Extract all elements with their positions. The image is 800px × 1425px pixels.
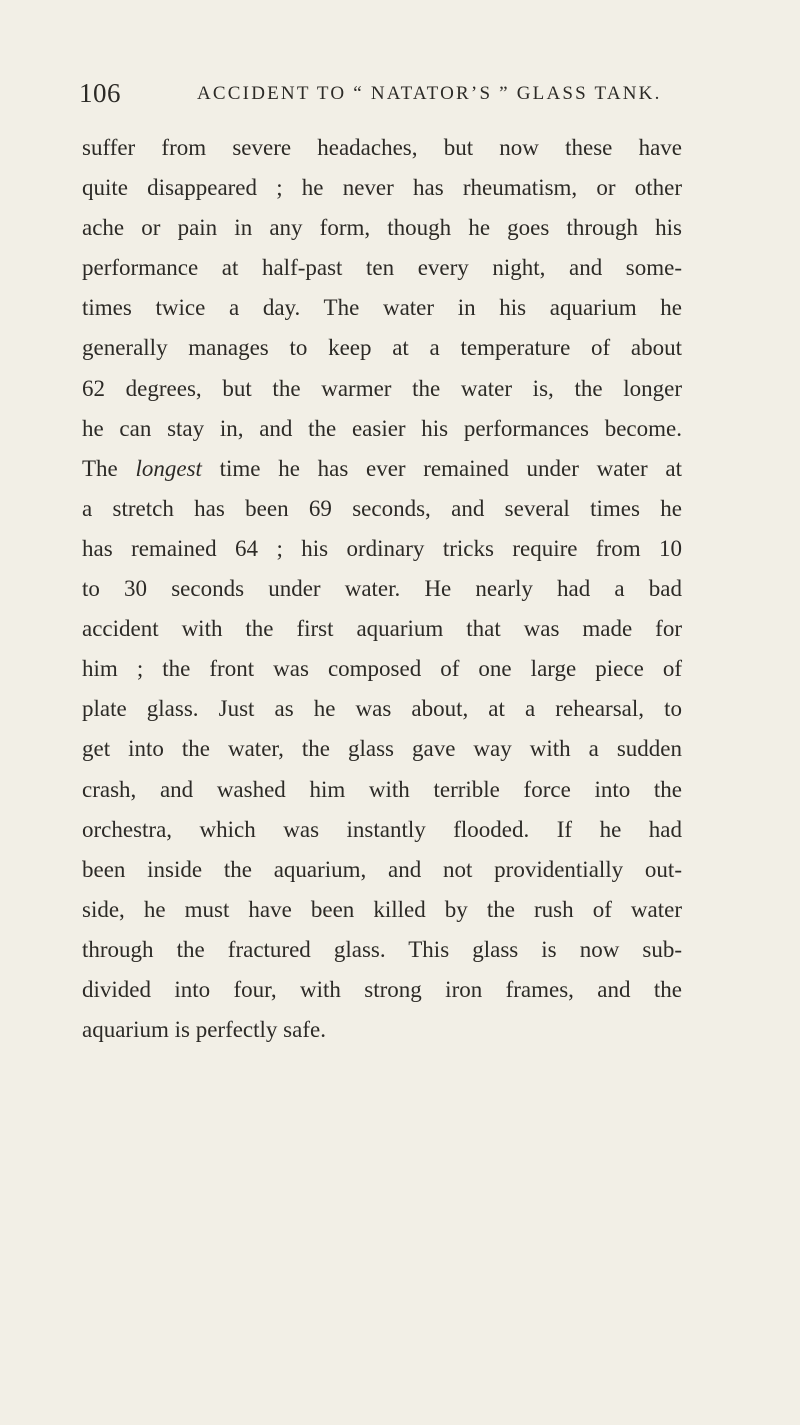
text-line-15: plate glass. Just as he was about, at a rehearsal, to: [82, 696, 682, 722]
text-line-21: through the fractured glass. This glass is now sub-: [82, 936, 682, 962]
text-line-8: he can stay in, and the easier his performances become.: [82, 415, 682, 441]
text-line-16: get into the water, the glass gave way with a sudden: [82, 736, 682, 762]
text-line-6: generally manages to keep at a temperature of about: [82, 335, 682, 361]
text-line-20: side, he must have been killed by the rush of water: [82, 896, 682, 922]
text-line-13: accident with the first aquarium that was made for: [82, 616, 682, 642]
text-line-9: [82, 449, 682, 489]
text-line-17: crash, and washed him with terrible force into the: [82, 776, 682, 802]
text-line-9-start: The: [82, 455, 136, 481]
text-line-19: been inside the aquarium, and not providentially out-: [82, 856, 682, 882]
italic-word: longest: [135, 455, 202, 481]
text-line-12: to 30 seconds under water. He nearly had a bad: [82, 576, 682, 602]
text-line-9-end: time he has ever remained under water at: [201, 455, 682, 481]
text-line-7: 62 degrees, but the warmer the water is, the longer: [82, 375, 682, 401]
text-line-22: divided into four, with strong iron frames, and the: [82, 976, 682, 1002]
text-line-18: orchestra, which was instantly flooded. If he had: [82, 816, 682, 842]
text-line-4: performance at half-past ten every night, and some-: [82, 255, 682, 281]
text-line-23: aquarium is perfectly safe.: [82, 1017, 326, 1043]
page-number: 106: [79, 78, 121, 108]
text-line-1: suffer from severe headaches, but now these have: [82, 135, 682, 160]
body-paragraph: [82, 128, 682, 1050]
text-line-11: has remained 64 ; his ordinary tricks require from 10: [82, 535, 682, 561]
text-line-14: him ; the front was composed of one large piece of: [82, 656, 682, 682]
running-head: [79, 78, 689, 108]
text-line-10: a stretch has been 69 seconds, and several times he: [82, 495, 682, 521]
running-title: ACCIDENT TO “ NATATOR’S ” GLASS TANK.: [197, 83, 662, 104]
text-line-5: times twice a day. The water in his aquarium he: [82, 295, 682, 321]
text-line-3: ache or pain in any form, though he goes through his: [82, 215, 682, 241]
text-line-2: quite disappeared ; he never has rheumatism, or other: [82, 175, 682, 201]
